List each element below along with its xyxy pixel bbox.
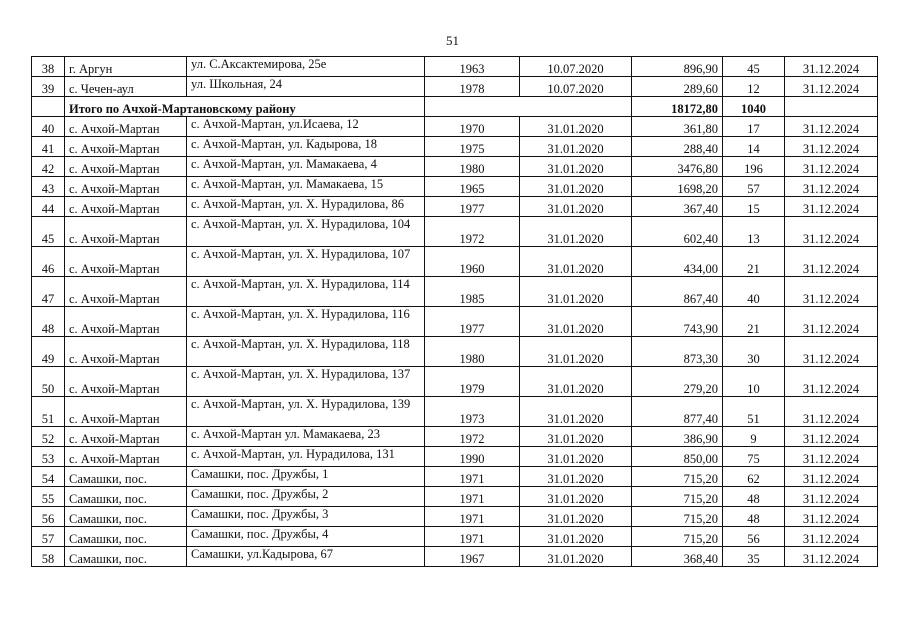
row-number: 56 [32, 507, 65, 527]
area-cell: 289,60 [632, 77, 723, 97]
count-cell: 9 [723, 427, 785, 447]
deadline-cell: 31.12.2024 [785, 77, 878, 97]
address-cell: ул. Школьная, 24 [187, 77, 425, 97]
year-cell: 1975 [425, 137, 520, 157]
address-cell: с. Ачхой-Мартан, ул. Нурадилова, 131 [187, 447, 425, 467]
count-cell: 56 [723, 527, 785, 547]
year-cell: 1960 [425, 247, 520, 277]
year-cell: 1971 [425, 487, 520, 507]
row-number: 44 [32, 197, 65, 217]
table-row [32, 337, 878, 367]
date-cell: 31.01.2020 [520, 547, 632, 567]
empty-cell [785, 97, 878, 117]
table-row [32, 487, 878, 507]
count-cell: 12 [723, 77, 785, 97]
deadline-cell: 31.12.2024 [785, 337, 878, 367]
date-cell: 31.01.2020 [520, 397, 632, 427]
settlement-cell: Самашки, пос. [65, 507, 187, 527]
area-cell: 896,90 [632, 57, 723, 77]
date-cell: 31.01.2020 [520, 177, 632, 197]
address-cell: Самашки, пос. Дружбы, 4 [187, 527, 425, 547]
settlement-cell: с. Ачхой-Мартан [65, 157, 187, 177]
count-cell: 10 [723, 367, 785, 397]
table-row [32, 217, 878, 247]
area-cell: 743,90 [632, 307, 723, 337]
count-cell: 17 [723, 117, 785, 137]
settlement-cell: Самашки, пос. [65, 487, 187, 507]
table-row [32, 77, 878, 97]
deadline-cell: 31.12.2024 [785, 367, 878, 397]
address-cell: с. Ачхой-Мартан, ул. Х. Нурадилова, 139 [187, 397, 425, 427]
year-cell: 1980 [425, 337, 520, 367]
settlement-cell: с. Ачхой-Мартан [65, 447, 187, 467]
date-cell: 31.01.2020 [520, 507, 632, 527]
table-row [32, 57, 878, 77]
year-cell: 1978 [425, 77, 520, 97]
table-row [32, 307, 878, 337]
date-cell: 31.01.2020 [520, 467, 632, 487]
row-number: 54 [32, 467, 65, 487]
deadline-cell: 31.12.2024 [785, 547, 878, 567]
address-cell: Самашки, пос. Дружбы, 2 [187, 487, 425, 507]
settlement-cell: с. Ачхой-Мартан [65, 307, 187, 337]
area-cell: 434,00 [632, 247, 723, 277]
date-cell: 31.01.2020 [520, 277, 632, 307]
row-number: 50 [32, 367, 65, 397]
row-number: 52 [32, 427, 65, 447]
row-number: 48 [32, 307, 65, 337]
year-cell: 1973 [425, 397, 520, 427]
year-cell: 1977 [425, 307, 520, 337]
settlement-cell: Самашки, пос. [65, 527, 187, 547]
table-row [32, 547, 878, 567]
year-cell: 1979 [425, 367, 520, 397]
table-row [32, 367, 878, 397]
table-row [32, 467, 878, 487]
count-cell: 75 [723, 447, 785, 467]
count-cell: 45 [723, 57, 785, 77]
count-cell: 21 [723, 247, 785, 277]
count-cell: 30 [723, 337, 785, 367]
settlement-cell: с. Ачхой-Мартан [65, 117, 187, 137]
deadline-cell: 31.12.2024 [785, 507, 878, 527]
row-number: 47 [32, 277, 65, 307]
address-cell: с. Ачхой-Мартан, ул. Х. Нурадилова, 116 [187, 307, 425, 337]
year-cell: 1990 [425, 447, 520, 467]
year-cell: 1977 [425, 197, 520, 217]
address-cell: с. Ачхой-Мартан, ул. Кадырова, 18 [187, 137, 425, 157]
table-row [32, 117, 878, 137]
deadline-cell: 31.12.2024 [785, 487, 878, 507]
row-number: 38 [32, 57, 65, 77]
deadline-cell: 31.12.2024 [785, 427, 878, 447]
date-cell: 31.01.2020 [520, 217, 632, 247]
date-cell: 31.01.2020 [520, 447, 632, 467]
settlement-cell: г. Аргун [65, 57, 187, 77]
settlement-cell: с. Ачхой-Мартан [65, 367, 187, 397]
area-cell: 1698,20 [632, 177, 723, 197]
deadline-cell: 31.12.2024 [785, 277, 878, 307]
settlement-cell: с. Ачхой-Мартан [65, 397, 187, 427]
settlement-cell: с. Чечен-аул [65, 77, 187, 97]
address-cell: с. Ачхой-Мартан, ул. Мамакаева, 15 [187, 177, 425, 197]
table-row [32, 507, 878, 527]
housing-table [31, 56, 878, 567]
table-row [32, 397, 878, 427]
table-row [32, 177, 878, 197]
date-cell: 31.01.2020 [520, 247, 632, 277]
table-row [32, 247, 878, 277]
row-number: 57 [32, 527, 65, 547]
settlement-cell: Самашки, пос. [65, 547, 187, 567]
table-row [32, 427, 878, 447]
area-cell: 602,40 [632, 217, 723, 247]
count-cell: 21 [723, 307, 785, 337]
total-count: 1040 [723, 97, 785, 117]
table-row [32, 527, 878, 547]
date-cell: 31.01.2020 [520, 157, 632, 177]
deadline-cell: 31.12.2024 [785, 137, 878, 157]
table-row [32, 447, 878, 467]
area-cell: 3476,80 [632, 157, 723, 177]
date-cell: 31.01.2020 [520, 197, 632, 217]
area-cell: 368,40 [632, 547, 723, 567]
area-cell: 873,30 [632, 337, 723, 367]
row-number: 42 [32, 157, 65, 177]
total-label: Итого по Ачхой-Мартановскому району [65, 97, 425, 117]
settlement-cell: с. Ачхой-Мартан [65, 217, 187, 247]
year-cell: 1985 [425, 277, 520, 307]
count-cell: 48 [723, 507, 785, 527]
row-number: 53 [32, 447, 65, 467]
year-cell: 1971 [425, 507, 520, 527]
date-cell: 10.07.2020 [520, 57, 632, 77]
row-number: 49 [32, 337, 65, 367]
address-cell: ул. С.Аксактемирова, 25е [187, 57, 425, 77]
area-cell: 850,00 [632, 447, 723, 467]
year-cell: 1972 [425, 427, 520, 447]
year-cell: 1967 [425, 547, 520, 567]
empty-cell [425, 97, 632, 117]
address-cell: Самашки, пос. Дружбы, 3 [187, 507, 425, 527]
count-cell: 35 [723, 547, 785, 567]
row-number: 46 [32, 247, 65, 277]
area-cell: 279,20 [632, 367, 723, 397]
date-cell: 31.01.2020 [520, 367, 632, 397]
row-number: 55 [32, 487, 65, 507]
total-area: 18172,80 [632, 97, 723, 117]
address-cell: с. Ачхой-Мартан, ул. Х. Нурадилова, 118 [187, 337, 425, 367]
count-cell: 196 [723, 157, 785, 177]
area-cell: 288,40 [632, 137, 723, 157]
address-cell: с. Ачхой-Мартан ул. Мамакаева, 23 [187, 427, 425, 447]
year-cell: 1971 [425, 467, 520, 487]
row-number: 43 [32, 177, 65, 197]
date-cell: 10.07.2020 [520, 77, 632, 97]
year-cell: 1980 [425, 157, 520, 177]
deadline-cell: 31.12.2024 [785, 467, 878, 487]
deadline-cell: 31.12.2024 [785, 307, 878, 337]
settlement-cell: с. Ачхой-Мартан [65, 427, 187, 447]
date-cell: 31.01.2020 [520, 487, 632, 507]
year-cell: 1965 [425, 177, 520, 197]
area-cell: 715,20 [632, 487, 723, 507]
row-number: 41 [32, 137, 65, 157]
date-cell: 31.01.2020 [520, 427, 632, 447]
row-number: 51 [32, 397, 65, 427]
area-cell: 867,40 [632, 277, 723, 307]
total-row [32, 97, 878, 117]
empty-cell [32, 97, 65, 117]
address-cell: с. Ачхой-Мартан, ул. Х. Нурадилова, 137 [187, 367, 425, 397]
settlement-cell: с. Ачхой-Мартан [65, 177, 187, 197]
deadline-cell: 31.12.2024 [785, 177, 878, 197]
row-number: 45 [32, 217, 65, 247]
deadline-cell: 31.12.2024 [785, 117, 878, 137]
date-cell: 31.01.2020 [520, 337, 632, 367]
date-cell: 31.01.2020 [520, 307, 632, 337]
count-cell: 13 [723, 217, 785, 247]
count-cell: 14 [723, 137, 785, 157]
settlement-cell: с. Ачхой-Мартан [65, 137, 187, 157]
deadline-cell: 31.12.2024 [785, 57, 878, 77]
year-cell: 1971 [425, 527, 520, 547]
table-row [32, 197, 878, 217]
address-cell: с. Ачхой-Мартан, ул. Мамакаева, 4 [187, 157, 425, 177]
deadline-cell: 31.12.2024 [785, 247, 878, 277]
table-row [32, 137, 878, 157]
date-cell: 31.01.2020 [520, 527, 632, 547]
row-number: 58 [32, 547, 65, 567]
address-cell: Самашки, ул.Кадырова, 67 [187, 547, 425, 567]
count-cell: 48 [723, 487, 785, 507]
area-cell: 367,40 [632, 197, 723, 217]
date-cell: 31.01.2020 [520, 137, 632, 157]
year-cell: 1970 [425, 117, 520, 137]
address-cell: с. Ачхой-Мартан, ул. Х. Нурадилова, 107 [187, 247, 425, 277]
count-cell: 40 [723, 277, 785, 307]
deadline-cell: 31.12.2024 [785, 217, 878, 247]
count-cell: 62 [723, 467, 785, 487]
address-cell: с. Ачхой-Мартан, ул. Х. Нурадилова, 104 [187, 217, 425, 247]
deadline-cell: 31.12.2024 [785, 447, 878, 467]
settlement-cell: Самашки, пос. [65, 467, 187, 487]
row-number: 40 [32, 117, 65, 137]
address-cell: с. Ачхой-Мартан, ул. Х. Нурадилова, 86 [187, 197, 425, 217]
area-cell: 715,20 [632, 467, 723, 487]
settlement-cell: с. Ачхой-Мартан [65, 247, 187, 277]
table-row [32, 157, 878, 177]
deadline-cell: 31.12.2024 [785, 157, 878, 177]
deadline-cell: 31.12.2024 [785, 197, 878, 217]
year-cell: 1963 [425, 57, 520, 77]
count-cell: 51 [723, 397, 785, 427]
page-number: 51 [446, 33, 459, 48]
table-row [32, 277, 878, 307]
row-number: 39 [32, 77, 65, 97]
settlement-cell: с. Ачхой-Мартан [65, 337, 187, 367]
count-cell: 57 [723, 177, 785, 197]
address-cell: с. Ачхой-Мартан, ул.Исаева, 12 [187, 117, 425, 137]
settlement-cell: с. Ачхой-Мартан [65, 197, 187, 217]
area-cell: 877,40 [632, 397, 723, 427]
settlement-cell: с. Ачхой-Мартан [65, 277, 187, 307]
area-cell: 715,20 [632, 507, 723, 527]
deadline-cell: 31.12.2024 [785, 397, 878, 427]
area-cell: 386,90 [632, 427, 723, 447]
year-cell: 1972 [425, 217, 520, 247]
address-cell: Самашки, пос. Дружбы, 1 [187, 467, 425, 487]
area-cell: 361,80 [632, 117, 723, 137]
address-cell: с. Ачхой-Мартан, ул. Х. Нурадилова, 114 [187, 277, 425, 307]
deadline-cell: 31.12.2024 [785, 527, 878, 547]
area-cell: 715,20 [632, 527, 723, 547]
count-cell: 15 [723, 197, 785, 217]
date-cell: 31.01.2020 [520, 117, 632, 137]
